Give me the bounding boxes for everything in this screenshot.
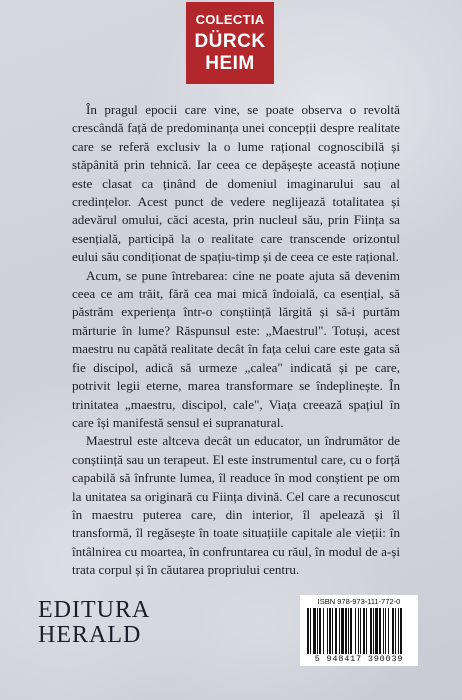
logo-line-durck: DÜRCK (194, 31, 266, 52)
publisher-name (38, 598, 150, 648)
paragraph-1: În pragul epocii care vine, se poate observa o revoltă crescândă față de predominanța unei concepții despre realitate care se referă exclusiv la o lume rațional cognoscibilă și stăpânită prin tehnică. Iar ceea ce depășește această noțiune este clasat ca ținând de domeniul imaginarului sau al credințelor. Acest punct de vedere neglijează totalitatea și adevărul omului, căci acesta, prin nucleul său, prin Ființa sa esențială, participă la o realitate care transcende orizontul eului său condiționat de spațiu-timp și de ceea ce este rațional. (72, 102, 400, 265)
back-cover-text (72, 101, 400, 580)
barcode-label (300, 595, 418, 666)
paragraph-2: Acum, se pune întrebarea: cine ne poate ajuta să devenim ceea ce am trăit, fără cea mai mică îndoială, ca esențial, să păstrăm experiența într-o conștiință lărgită și să-i purtăm mărturie în lume? Răspunsul este: „Maestrul". Totuși, acest maestru nu capătă realitate decât în fața celui care este gata să fie discipol, adică să urmeze „calea" indicată și pe care, potrivit legii eterne, marea transformare se îndeplinește. În trinitatea „maestru, discipol, cale", Viața creează spațiul în care își manifestă sensul ei supranatural. (72, 267, 400, 430)
barcode-icon (306, 608, 412, 654)
publisher-line-2: HERALD (38, 622, 142, 648)
publisher-line-1: EDITURA (38, 597, 151, 623)
collection-logo (186, 2, 274, 84)
paragraph-3: Maestrul este altceva decât un educator, un îndrumător de conștiință sau un terapeut. El este instrumentul care, cu o forță capabilă să înfrunte lumea, îl readuce în mod conștient pe om la unitatea sa originară cu Ființa divină. Cel care a recunoscut în maestru puterea care, din interior, îl apelează și îl transformă, îl regăsește în toate situațiile capitale ale vieții: în întâlnirea cu moartea, în confruntarea cu răul, în modul de a-și trata corpul și în căutarea propriului centru. (72, 433, 400, 578)
isbn-text: ISBN 978-973-111-772-0 (317, 597, 401, 606)
logo-line-collection: COLECTIA (195, 12, 265, 27)
logo-line-heim: HEIM (205, 53, 255, 74)
ean-digits: 5 948417 390039 (314, 654, 404, 664)
